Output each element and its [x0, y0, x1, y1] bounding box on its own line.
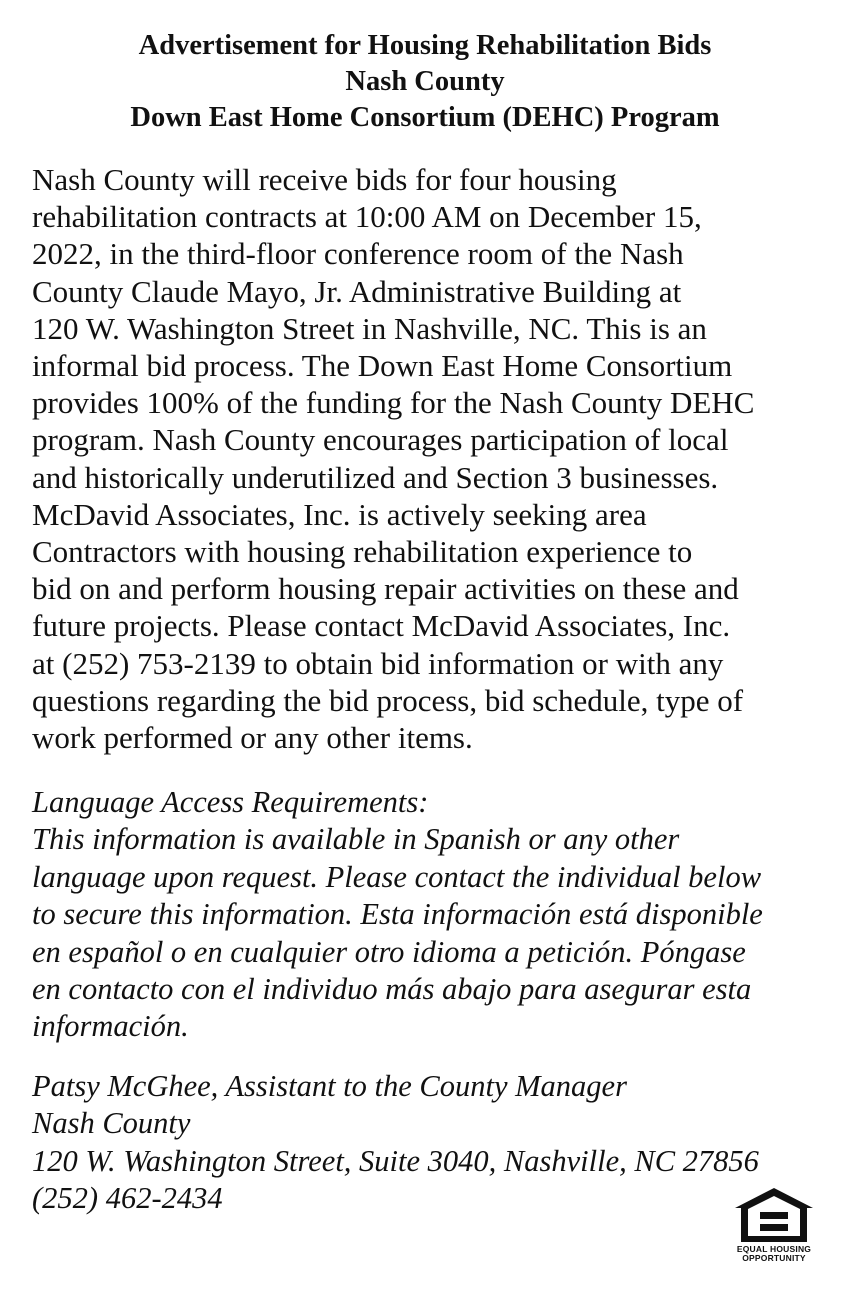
body-line: future projects. Please contact McDavid Associates, Inc. — [32, 608, 731, 644]
body-line: at (252) 753-2139 to obtain bid information or with any — [32, 645, 724, 681]
body-line: McDavid Associates, Inc. is actively seeking area — [32, 496, 647, 532]
language-access-heading: Language Access Requirements: — [32, 785, 429, 819]
ad-program: Down East Home Consortium (DEHC) Program — [130, 102, 720, 133]
language-access-line: language upon request. Please contact the individual below — [32, 859, 762, 894]
body-line: provides 100% of the funding for the Nash County DEHC — [32, 385, 755, 421]
body-line: bid on and perform housing repair activities on these and — [32, 571, 739, 607]
body-line: 2022, in the third-floor conference room of the Nash — [32, 236, 684, 272]
body-line: and historically underutilized and Section 3 businesses. — [32, 459, 719, 495]
body-line: Nash County will receive bids for four housing — [32, 162, 617, 197]
body-line: Contractors with housing rehabilitation experience to — [32, 534, 693, 570]
body-line: rehabilitation contracts at 10:00 AM on December 15, — [32, 199, 702, 235]
contact-address: 120 W. Washington Street, Suite 3040, Nashville, NC 27856 — [32, 1143, 759, 1178]
language-access-line: en español o en cualquier otro idioma a petición. Póngase — [32, 934, 746, 969]
body-line: informal bid process. The Down East Home Consortium — [32, 348, 733, 384]
body-line: 120 W. Washington Street in Nashville, NC. This is an — [32, 310, 707, 346]
ad-title: Advertisement for Housing Rehabilitation Bids — [138, 30, 712, 61]
equal-housing-caption-line: EQUAL HOUSING — [736, 1244, 812, 1254]
equal-housing-caption — [723, 1245, 825, 1263]
contact-phone: (252) 462-2434 — [32, 1181, 223, 1216]
contact-organization: Nash County — [32, 1106, 191, 1141]
ad-county: Nash County — [345, 66, 505, 97]
body-line: program. Nash County encourages participation of local — [32, 422, 729, 458]
body-line: County Claude Mayo, Jr. Administrative Building at — [32, 273, 682, 309]
language-access-line: en contacto con el individuo más abajo para asegurar esta — [32, 972, 752, 1007]
contact-name: Patsy McGhee, Assistant to the County Manager — [32, 1069, 627, 1103]
equal-housing-caption-line: OPPORTUNITY — [742, 1253, 806, 1263]
body-line: questions regarding the bid process, bid schedule, type of — [32, 682, 744, 718]
language-access-line: información. — [32, 1009, 189, 1044]
language-access-line: to secure this information. Esta información está disponible — [32, 897, 763, 932]
language-access-section — [32, 784, 822, 1046]
language-access-line: This information is available in Spanish or any other — [32, 822, 680, 857]
body-line: work performed or any other items. — [32, 720, 473, 756]
bid-notice-body — [32, 161, 822, 756]
contact-section — [32, 1068, 822, 1218]
ad-header — [0, 28, 850, 136]
